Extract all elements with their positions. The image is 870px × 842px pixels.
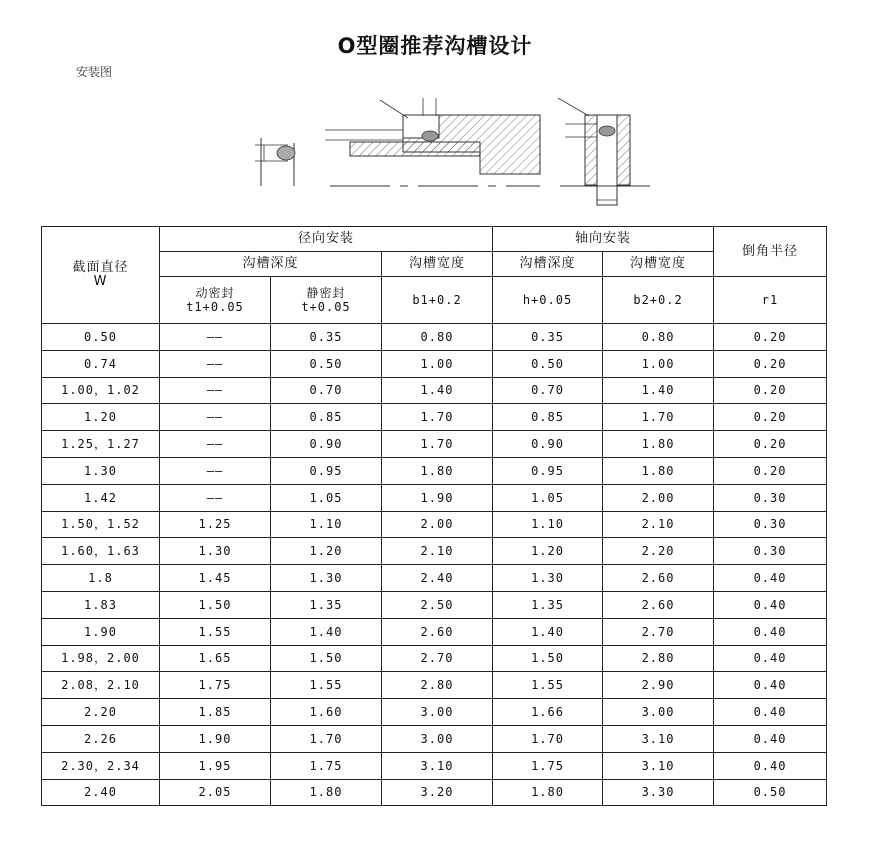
table-cell: 0.90	[271, 431, 382, 458]
table-row	[42, 565, 827, 592]
table-cell: 0.30	[714, 538, 827, 565]
table-cell: 0.40	[714, 645, 827, 672]
table-cell: 1.50	[160, 591, 271, 618]
table-cell: 0.35	[271, 324, 382, 351]
table-cell: 2.00	[603, 484, 714, 511]
table-cell: 2.30，2.34	[42, 752, 160, 779]
groove-design-table	[41, 226, 827, 806]
table-row	[42, 350, 827, 377]
table-cell: 1.05	[271, 484, 382, 511]
table-cell: 1.90	[160, 725, 271, 752]
table-cell: 3.20	[382, 779, 493, 806]
table-cell: 0.40	[714, 565, 827, 592]
table-cell: 3.10	[603, 752, 714, 779]
table-cell: 0.80	[382, 324, 493, 351]
table-cell: 1.10	[271, 511, 382, 538]
header-axial-width-tol: b2+0.2	[603, 277, 714, 324]
table-cell: 0.50	[493, 350, 603, 377]
table-cell: 1.75	[160, 672, 271, 699]
table-cell: 2.40	[42, 779, 160, 806]
table-cell: 0.20	[714, 324, 827, 351]
table-cell: 1.20	[271, 538, 382, 565]
oring-section-detail	[255, 138, 295, 186]
table-cell: ——	[160, 377, 271, 404]
table-row	[42, 457, 827, 484]
table-cell: 1.98，2.00	[42, 645, 160, 672]
table-row	[42, 645, 827, 672]
table-cell: 0.74	[42, 350, 160, 377]
table-cell: 1.30	[42, 457, 160, 484]
table-cell: 2.80	[382, 672, 493, 699]
table-cell: 1.55	[271, 672, 382, 699]
axial-groove-view	[558, 98, 650, 205]
table-cell: 1.70	[382, 404, 493, 431]
table-cell: 3.30	[603, 779, 714, 806]
table-cell: 0.40	[714, 699, 827, 726]
table-cell: ——	[160, 404, 271, 431]
table-cell: 1.60	[271, 699, 382, 726]
table-cell: 1.00	[382, 350, 493, 377]
table-cell: 0.20	[714, 377, 827, 404]
table-cell: 1.20	[493, 538, 603, 565]
table-row	[42, 538, 827, 565]
table-cell: 1.70	[493, 725, 603, 752]
table-cell: 1.80	[493, 779, 603, 806]
table-row	[42, 324, 827, 351]
table-cell: 2.00	[382, 511, 493, 538]
table-cell: 2.20	[42, 699, 160, 726]
table-cell: 1.42	[42, 484, 160, 511]
table-cell: 1.35	[271, 591, 382, 618]
table-cell: 0.35	[493, 324, 603, 351]
table-cell: 0.85	[271, 404, 382, 431]
table-cell: 1.10	[493, 511, 603, 538]
table-row	[42, 672, 827, 699]
table-row	[42, 699, 827, 726]
table-cell: 0.85	[493, 404, 603, 431]
table-row	[42, 484, 827, 511]
table-cell: 1.66	[493, 699, 603, 726]
table-cell: 2.10	[603, 511, 714, 538]
table-cell: 0.70	[271, 377, 382, 404]
table-cell: 1.85	[160, 699, 271, 726]
table-cell: 0.40	[714, 618, 827, 645]
table-cell: 1.80	[382, 457, 493, 484]
table-cell: 0.50	[271, 350, 382, 377]
table-cell: 1.95	[160, 752, 271, 779]
table-cell: 2.70	[603, 618, 714, 645]
table-cell: 2.90	[603, 672, 714, 699]
table-row	[42, 511, 827, 538]
table-cell: 0.40	[714, 591, 827, 618]
table-cell: 3.00	[382, 699, 493, 726]
table-cell: ——	[160, 350, 271, 377]
header-dynamic-seal: 动密封 t1+0.05	[160, 277, 271, 324]
header-chamfer-radius: 倒角半径	[714, 227, 827, 277]
table-row	[42, 618, 827, 645]
header-axial-groove-width: 沟槽宽度	[603, 252, 714, 277]
table-cell: 2.10	[382, 538, 493, 565]
table-cell: 3.10	[603, 725, 714, 752]
table-cell: 1.80	[603, 431, 714, 458]
table-row	[42, 591, 827, 618]
table-cell: 1.35	[493, 591, 603, 618]
table-cell: ——	[160, 431, 271, 458]
table-cell: 1.60，1.63	[42, 538, 160, 565]
table-cell: 2.60	[382, 618, 493, 645]
table-cell: 3.00	[603, 699, 714, 726]
header-radial-width-tol: b1+0.2	[382, 277, 493, 324]
table-cell: 1.40	[493, 618, 603, 645]
table-cell: 1.00，1.02	[42, 377, 160, 404]
table-cell: 1.8	[42, 565, 160, 592]
table-cell: 0.30	[714, 511, 827, 538]
header-radial-groove-width: 沟槽宽度	[382, 252, 493, 277]
table-cell: 1.20	[42, 404, 160, 431]
table-cell: 1.55	[160, 618, 271, 645]
installation-diagram	[240, 88, 660, 213]
table-cell: 1.30	[271, 565, 382, 592]
header-axial-install: 轴向安装	[493, 227, 714, 252]
table-cell: 0.20	[714, 350, 827, 377]
table-cell: 1.80	[603, 457, 714, 484]
table-cell: 1.40	[271, 618, 382, 645]
table-cell: 1.40	[382, 377, 493, 404]
table-cell: 0.20	[714, 404, 827, 431]
header-section-diameter: 截面直径 W	[42, 227, 160, 324]
header-static-seal: 静密封 t+0.05	[271, 277, 382, 324]
table-cell: 2.70	[382, 645, 493, 672]
table-cell: 2.50	[382, 591, 493, 618]
table-cell: 1.75	[271, 752, 382, 779]
radial-groove-view	[325, 98, 540, 186]
table-cell: 0.30	[714, 484, 827, 511]
table-row	[42, 431, 827, 458]
table-cell: 1.80	[271, 779, 382, 806]
table-cell: 1.70	[603, 404, 714, 431]
table-cell: 2.40	[382, 565, 493, 592]
table-cell: 0.50	[42, 324, 160, 351]
table-cell: ——	[160, 324, 271, 351]
table-cell: 1.50	[271, 645, 382, 672]
table-cell: 2.20	[603, 538, 714, 565]
table-cell: 1.83	[42, 591, 160, 618]
table-cell: ——	[160, 457, 271, 484]
installation-diagram-label: 安装图	[76, 65, 113, 79]
table-cell: 1.75	[493, 752, 603, 779]
table-cell: 1.70	[271, 725, 382, 752]
page-title: O型圈推荐沟槽设计	[337, 34, 533, 58]
table-cell: 3.00	[382, 725, 493, 752]
table-cell: 2.05	[160, 779, 271, 806]
table-cell: 2.60	[603, 565, 714, 592]
header-axial-groove-depth: 沟槽深度	[493, 252, 603, 277]
table-cell: 2.08，2.10	[42, 672, 160, 699]
header-chamfer-symbol: r1	[714, 277, 827, 324]
table-cell: 1.05	[493, 484, 603, 511]
header-axial-depth-tol: h+0.05	[493, 277, 603, 324]
table-row	[42, 725, 827, 752]
table-cell: 0.95	[271, 457, 382, 484]
table-cell: 0.20	[714, 431, 827, 458]
table-cell: 0.80	[603, 324, 714, 351]
table-cell: 1.70	[382, 431, 493, 458]
table-cell: ——	[160, 484, 271, 511]
header-radial-groove-depth: 沟槽深度	[160, 252, 382, 277]
table-cell: 1.90	[42, 618, 160, 645]
table-cell: 1.30	[160, 538, 271, 565]
table-cell: 1.30	[493, 565, 603, 592]
table-row	[42, 404, 827, 431]
table-cell: 0.50	[714, 779, 827, 806]
table-cell: 0.40	[714, 752, 827, 779]
table-row	[42, 779, 827, 806]
table-cell: 0.90	[493, 431, 603, 458]
table-cell: 2.26	[42, 725, 160, 752]
table-row	[42, 377, 827, 404]
table-cell: 1.90	[382, 484, 493, 511]
table-cell: 1.55	[493, 672, 603, 699]
table-cell: 2.80	[603, 645, 714, 672]
table-cell: 1.50，1.52	[42, 511, 160, 538]
table-cell: 0.40	[714, 725, 827, 752]
table-cell: 1.25	[160, 511, 271, 538]
table-cell: 3.10	[382, 752, 493, 779]
header-radial-install: 径向安装	[160, 227, 493, 252]
table-cell: 1.00	[603, 350, 714, 377]
table-cell: 0.20	[714, 457, 827, 484]
table-cell: 0.95	[493, 457, 603, 484]
table-cell: 2.60	[603, 591, 714, 618]
table-cell: 1.65	[160, 645, 271, 672]
table-row	[42, 752, 827, 779]
table-cell: 1.45	[160, 565, 271, 592]
table-cell: 0.40	[714, 672, 827, 699]
table-cell: 1.40	[603, 377, 714, 404]
table-cell: 0.70	[493, 377, 603, 404]
table-cell: 1.50	[493, 645, 603, 672]
table-cell: 1.25，1.27	[42, 431, 160, 458]
